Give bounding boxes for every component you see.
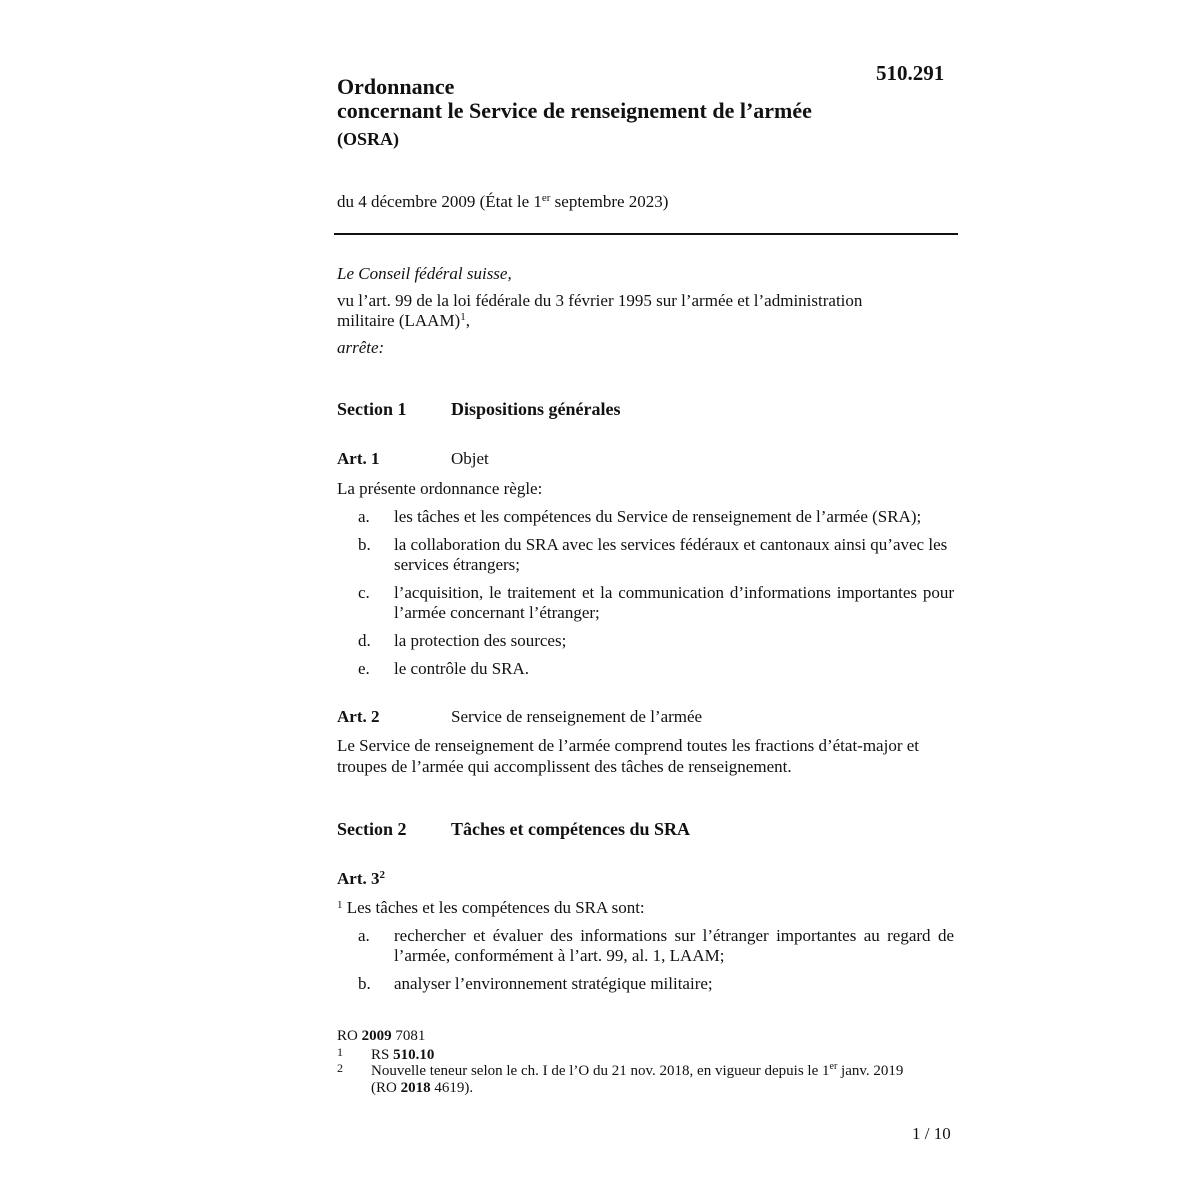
art-3-intro: $^1$ Les tâches et les compétences du SRA sont: xyxy=(337,898,645,917)
list-item: b. la collaboration du SRA avec les services fédéraux et cantonaux ainsi qu’avec les services étrangers; xyxy=(358,535,948,574)
preamble-basis-line1: vu l’art. 99 de la loi fédérale du 3 février 1995 sur l’armée et l’administration xyxy=(337,291,863,310)
title-line-2: concernant le Service de renseignement de l’armée xyxy=(337,98,812,123)
section-1-heading: Section 1 Dispositions générales xyxy=(337,399,621,419)
footnote-2-line1: Nouvelle teneur selon le ch. I de l’O du 21 nov. 2018, en vigueur depuis le 1er janv. 2019 xyxy=(371,1061,904,1079)
art-2-text: Le Service de renseignement de l’armée comprend toutes les fractions d’état-major et troupes de l’armée qui accomplissent des tâches de renseignement. xyxy=(337,736,920,776)
art-1-heading: Art. 1 Objet xyxy=(337,449,489,468)
list-item: b. analyser l’environnement stratégique militaire; xyxy=(358,974,713,993)
list-item: a. rechercher et évaluer des informations sur l’étranger importantes au regard de l’armée, conformément à l’art. 99, al. 1, LAAM; xyxy=(358,926,954,965)
preamble-authority: Le Conseil fédéral suisse, xyxy=(337,264,512,283)
footnote-1-text: RS 510.10 xyxy=(371,1047,435,1063)
list-item: a. les tâches et les compétences du Service de renseignement de l’armée (SRA); xyxy=(358,507,922,526)
preamble-basis-line2: militaire (LAAM)$^1$, xyxy=(337,311,470,330)
list-item: d. la protection des sources; xyxy=(358,631,567,650)
footnote-ref-2[interactable]: 2 xyxy=(379,869,385,881)
art-3-heading: Art. $3^2$ xyxy=(337,869,385,888)
page-number: 1 / 10 xyxy=(912,1124,951,1143)
footnote-2-line2: (RO 2018 4619). xyxy=(371,1080,474,1096)
footnote-1-number: 1 xyxy=(337,1045,343,1059)
footnote-2-number: 2 xyxy=(337,1061,343,1075)
art-1-intro: La présente ordonnance règle: xyxy=(337,479,543,498)
list-item: e. le contrôle du SRA. xyxy=(358,659,530,678)
title-abbreviation: (OSRA) xyxy=(337,129,399,149)
sr-number: 510.291 xyxy=(876,61,945,85)
title-divider xyxy=(334,233,958,235)
date-line: du 4 décembre 2009 (État le 1er septembre 2023) xyxy=(337,192,669,211)
ro-reference: RO 2009 7081 xyxy=(337,1028,426,1044)
art-2-heading: Art. 2 Service de renseignement de l’armée xyxy=(337,707,703,726)
list-item: c. l’acquisition, le traitement et la communication d’informations importantes pour l’armée concernant l’étranger; xyxy=(358,583,954,622)
title-line-1: Ordonnance xyxy=(337,74,455,99)
section-2-heading: Section 2 Tâches et compétences du SRA xyxy=(337,819,690,839)
footnote-ref-1[interactable]: 1 xyxy=(460,311,466,323)
preamble-decree: arrête: xyxy=(337,338,385,357)
